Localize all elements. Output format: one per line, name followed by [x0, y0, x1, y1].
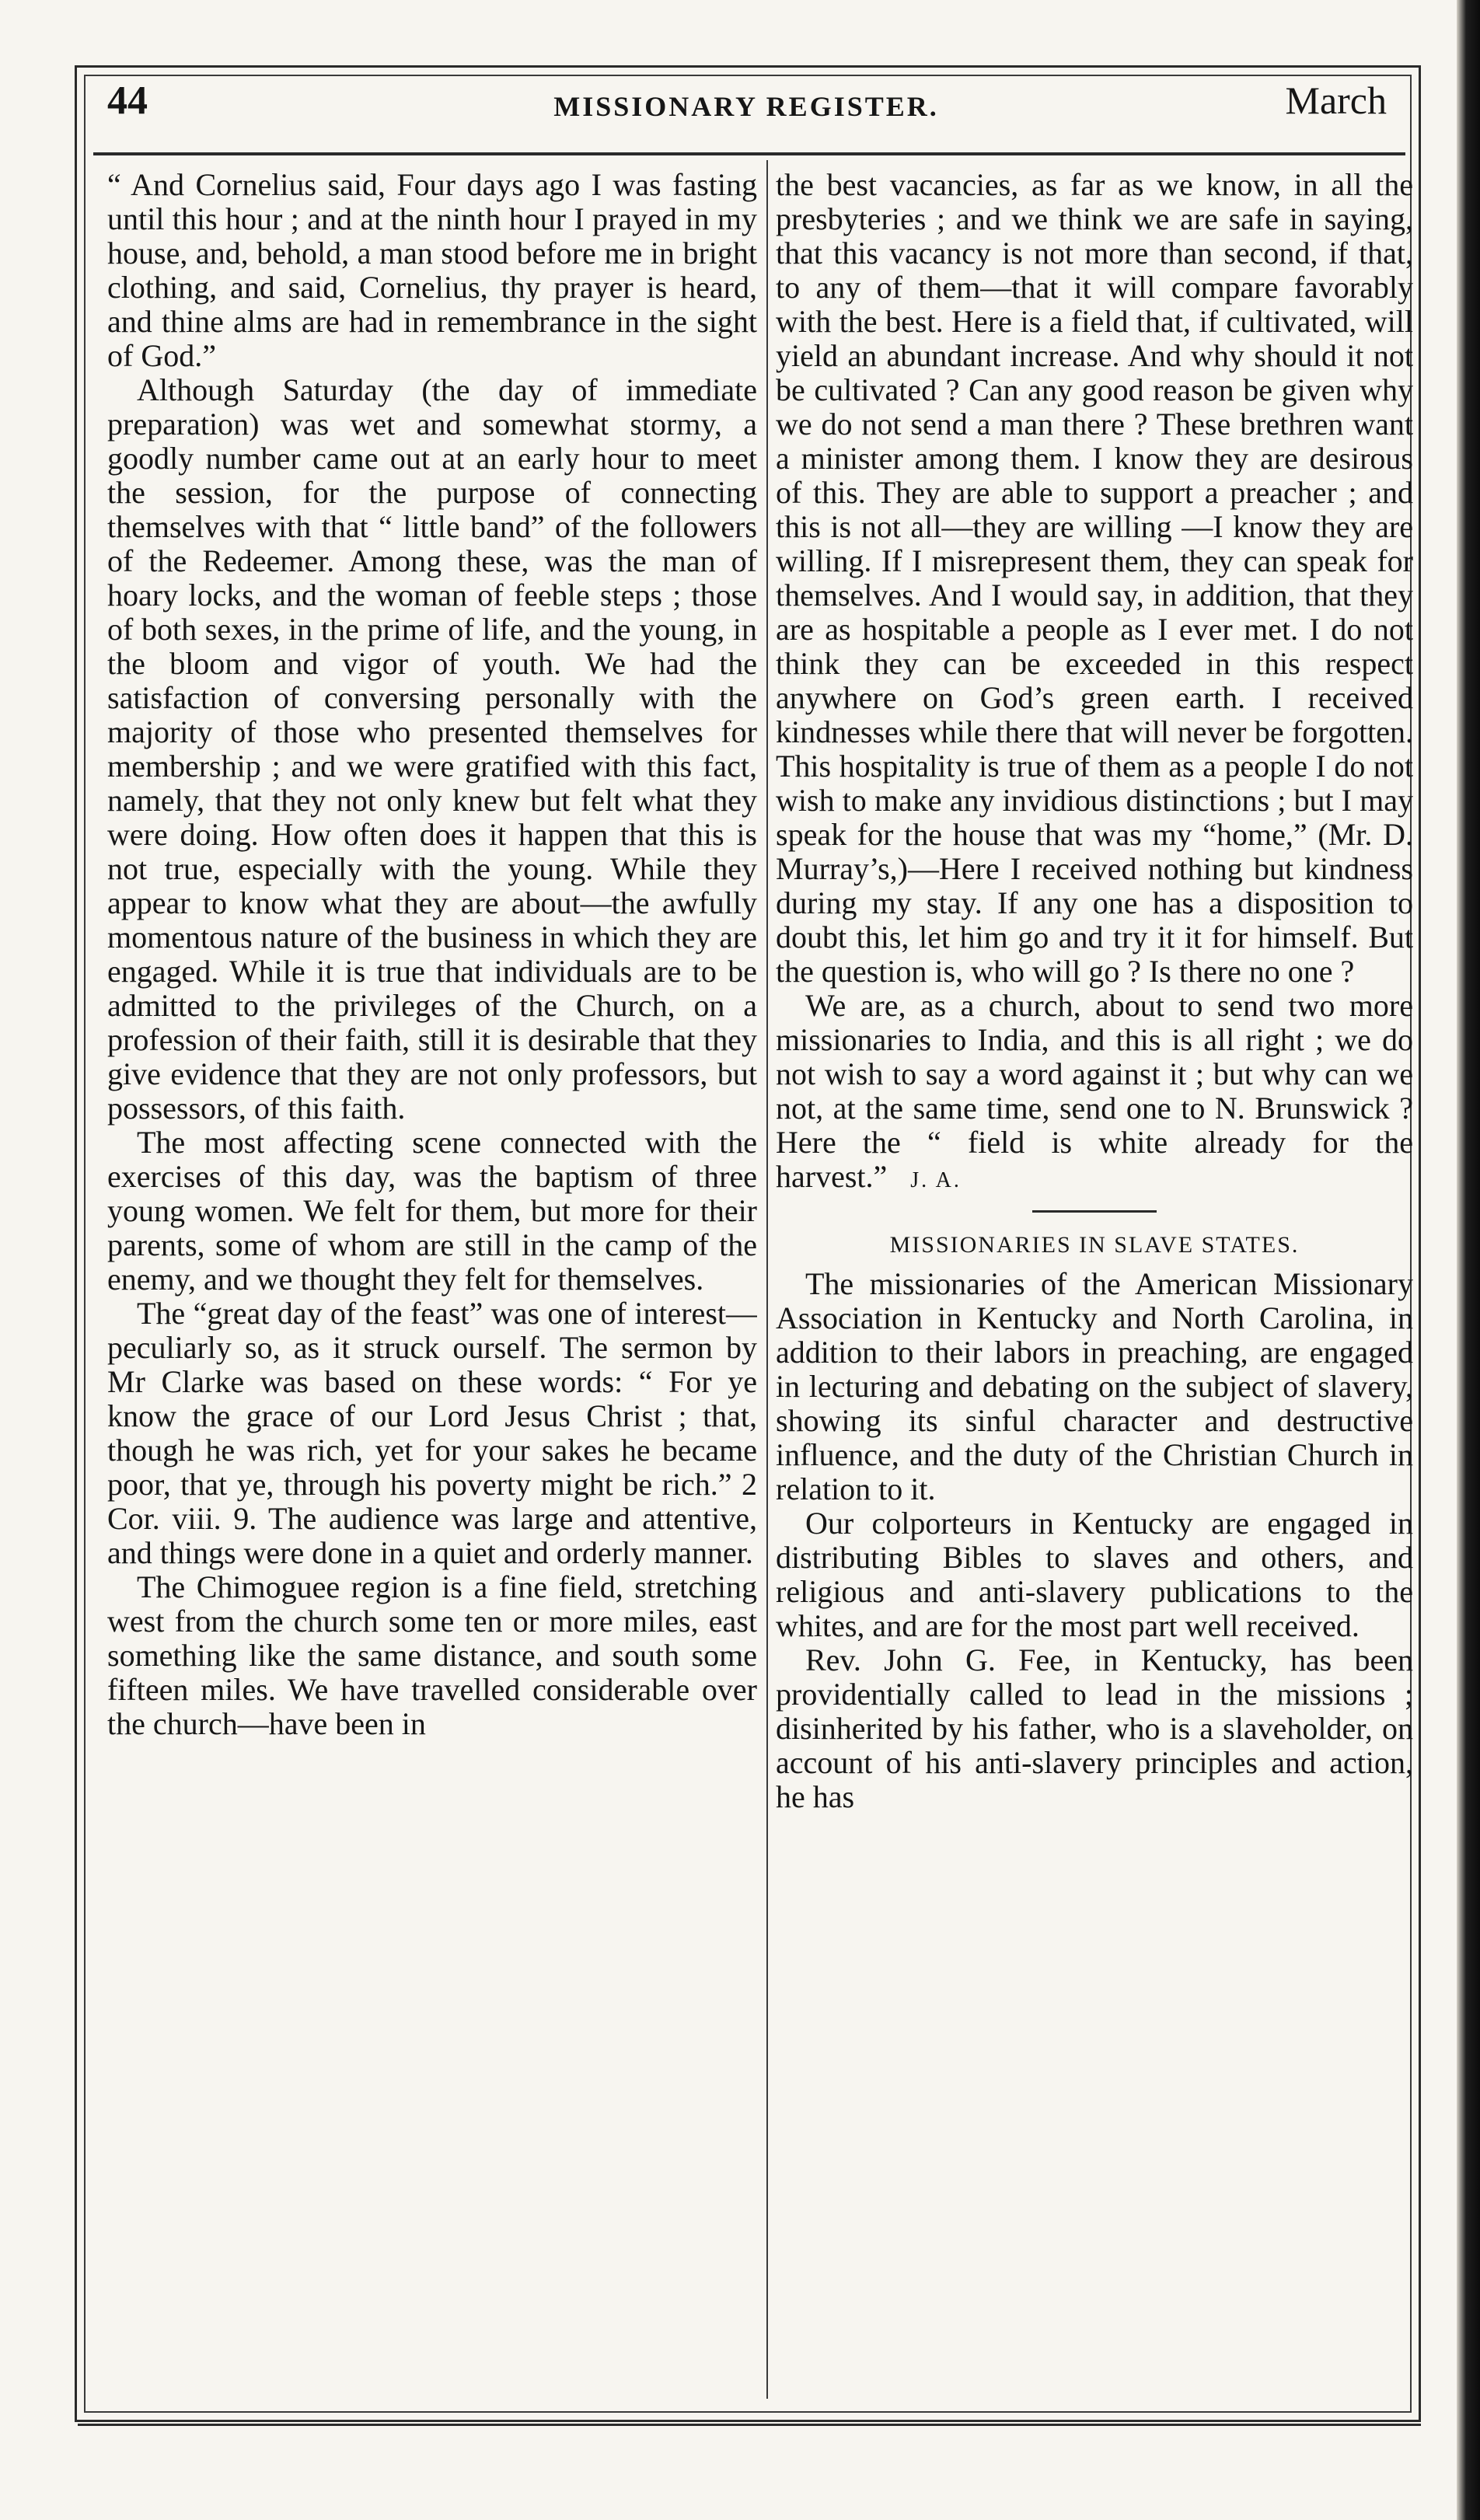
left-paragraph: Although Saturday (the day of immediate preparation) was wet and somewhat stormy, a goodly number came out at an early hour to meet the session, for the purpose of connecting themselves with that “ little band” of the followers of the Redeemer. Among these, was the man of hoary locks, and the woman of feeble steps ; those of both sexes, in the prime of life, and the young, in the bloom and vigor of youth. We had the satisfaction of conversing personally with the majority of those who presented themselves for membership ; and we were gratified with this fact, namely, that they not only knew but felt what they were doing. How often does it happen that this is not true, especially with the young. While they appear to know what they are about—the awfully momentous nature of the business in which they are engaged. While it is true that individuals are to be admitted to the privileges of the Church, on a profession of their faith, still it is desirable that they give evidence that they are not only professors, but possessors, of this faith. [107, 372, 757, 1126]
section-paragraph: The missionaries of the American Missionary Association in Kentucky and North Carolina, in addition to their labors in preaching, are engaged in lecturing and debating on the subject of slavery, showing its sinful character and destructive influence, and the duty of the Christian Church in relation to it. [776, 1266, 1413, 1506]
running-header [101, 78, 1391, 149]
left-paragraph: The “great day of the feast” was one of interest—peculiarly so, as it struck ourself. The sermon by Mr Clarke was based on these words: “ For ye know the grace of our Lord Jesus Christ ; that, though he was rich, yet for your sakes he became poor, that ye, through his poverty might be rich.” 2 Cor. viii. 9. The audience was large and attentive, and things were done in a quiet and orderly manner. [107, 1296, 757, 1570]
column-divider [766, 160, 768, 2399]
header-rule [93, 152, 1405, 155]
left-column [107, 168, 757, 2399]
author-signature: J. A. [910, 1168, 962, 1192]
issue-month: March [1285, 79, 1387, 122]
left-paragraph: The Chimoguee region is a fine field, stretching west from the church some ten or more miles, east something like the same distance, and south some fifteen miles. We have travelled considerable over the church—have been in [107, 1569, 757, 1741]
left-paragraph: “ And Cornelius said, Four days ago I was fasting until this hour ; and at the ninth hour I prayed in my house, and, behold, a man stood before me in bright clothing, and said, Cornelius, thy prayer is heard, and thine alms are had in remembrance in the sight of God.” [107, 168, 757, 373]
footer-rule [78, 2424, 1421, 2426]
right-column [776, 168, 1413, 2399]
binding-edge [1457, 0, 1480, 2520]
right-continued-paragraph: the best vacancies, as far as we know, in all the presbyteries ; and we think we are safe in saying, that this vacancy is not more than second, if that, to any of them—that it will compare favorably with the best. Here is a field that, if cultivated, will yield an abundant increase. And why should it not be cultivated ? Can any good reason be given why we do not send a man there ? These brethren want a minister among them. I know they are desirous of this. They are able to support a preacher ; and this is not all—they are willing —I know they are willing. If I misrepresent them, they can speak for themselves. And I would say, in addition, that they are as hospitable a people as I ever met. I do not think they can be exceeded in this respect anywhere on God’s green earth. I received kindnesses while there that will never be forgotten. This hospitality is true of them as a people I do not wish to make any invidious distinctions ; but I may speak for the house that was my “home,” (Mr. D. Murray’s,)—Here I received nothing but kindness during my stay. If any one has a disposition to doubt this, let him go and try it it for himself. But the question is, who will go ? Is there no one ? [776, 168, 1413, 989]
section-paragraph: Rev. John G. Fee, in Kentucky, has been providentially called to lead in the missions ; disinherited by his father, who is a slaveholder, on account of his anti-slavery principles and action, he has [776, 1642, 1413, 1814]
page-number: 44 [107, 79, 148, 123]
left-paragraph: The most affecting scene connected with the exercises of this day, was the baptism of three young women. We felt for them, but more for their parents, some of whom are still in the camp of the enemy, and we thought they felt for themselves. [107, 1125, 757, 1297]
closing-text: We are, as a church, about to send two more missionaries to India, and this is all right ; we do not wish to say a word against it ; but why can we not, at the same time, send one to N. Brunswick ? Here the “ field is white already for the harvest.” [776, 988, 1413, 1194]
section-separator [1032, 1210, 1157, 1213]
running-title: MISSIONARY REGISTER. [553, 91, 939, 122]
section-heading: MISSIONARIES IN SLAVE STATES. [889, 1232, 1300, 1258]
right-closing-paragraph [776, 989, 1413, 1198]
section-paragraph: Our colporteurs in Kentucky are engaged in distributing Bibles to slaves and others, and religious and anti-slavery publications to the whites, and are for the most part well received. [776, 1506, 1413, 1643]
